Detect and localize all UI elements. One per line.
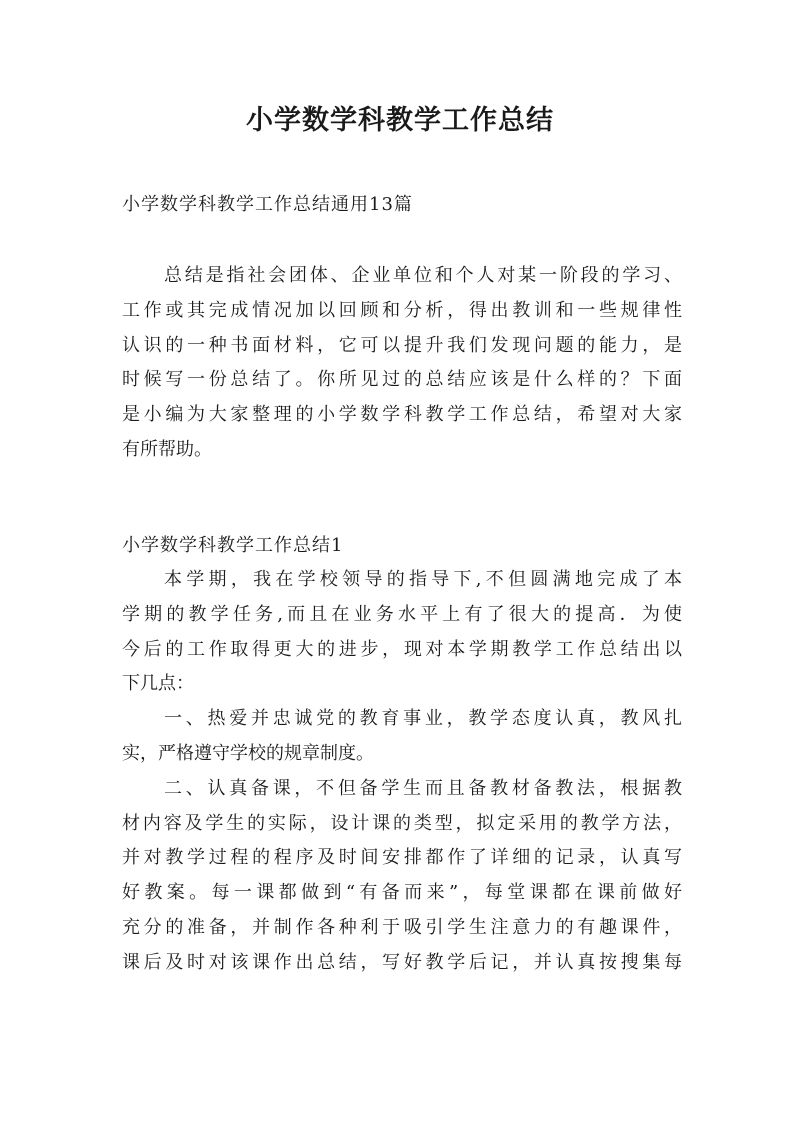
body-line: 下几点： [122,673,194,695]
intro-line: 总结是指社会团体、企业单位和个人对某一阶段的学习、 [164,265,682,286]
intro-line: 时候写一份总结了。你所见过的总结应该是什么样的？下面 [122,369,682,391]
body-line: 课后及时对该课作出总结，写好教学后记，并认真按搜集每 [122,951,682,973]
body-line: 材内容及学生的实际，设计课的类型，拟定采用的教学方法， [122,812,682,834]
intro-line: 有所帮助。 [122,438,212,460]
intro-line: 是小编为大家整理的小学数学科教学工作总结，希望对大家 [122,404,682,426]
body-line: 实，严格遵守学校的规章制度。 [122,742,374,764]
document-subtitle: 小学数学科教学工作总结通用13篇 [122,194,413,215]
body-paragraph [122,702,682,772]
body-paragraph [122,772,682,981]
intro-paragraph [122,259,682,468]
body-line: 今后的工作取得更大的进步，现对本学期教学工作总结出以 [122,638,682,660]
body-line: 二、认真备课，不但备学生而且备教材备教法，根据教 [164,777,682,799]
body-line: 好教案。每一课都做到“有备而来”，每堂课都在课前做好 [122,882,682,904]
section-body [122,563,682,981]
body-line: 充分的准备，并制作各种利于吸引学生注意力的有趣课件， [122,916,682,938]
body-line: 一、热爱并忠诚党的教育事业，教学态度认真，教风扎 [164,708,682,730]
document-title: 小学数学科教学工作总结 [246,105,554,136]
intro-line: 工作或其完成情况加以回顾和分析，得出教训和一些规律性 [122,299,682,321]
intro-line: 认识的一种书面材料，它可以提升我们发现问题的能力，是 [122,334,682,356]
section-heading: 小学数学科教学工作总结1 [122,535,344,556]
body-line: 本学期，我在学校领导的指导下,不但圆满地完成了本 [164,569,682,590]
body-paragraph [122,563,682,702]
body-line: 并对教学过程的程序及时间安排都作了详细的记录，认真写 [122,847,682,869]
body-line: 学期的教学任务,而且在业务水平上有了很大的提高．为使 [122,603,682,625]
